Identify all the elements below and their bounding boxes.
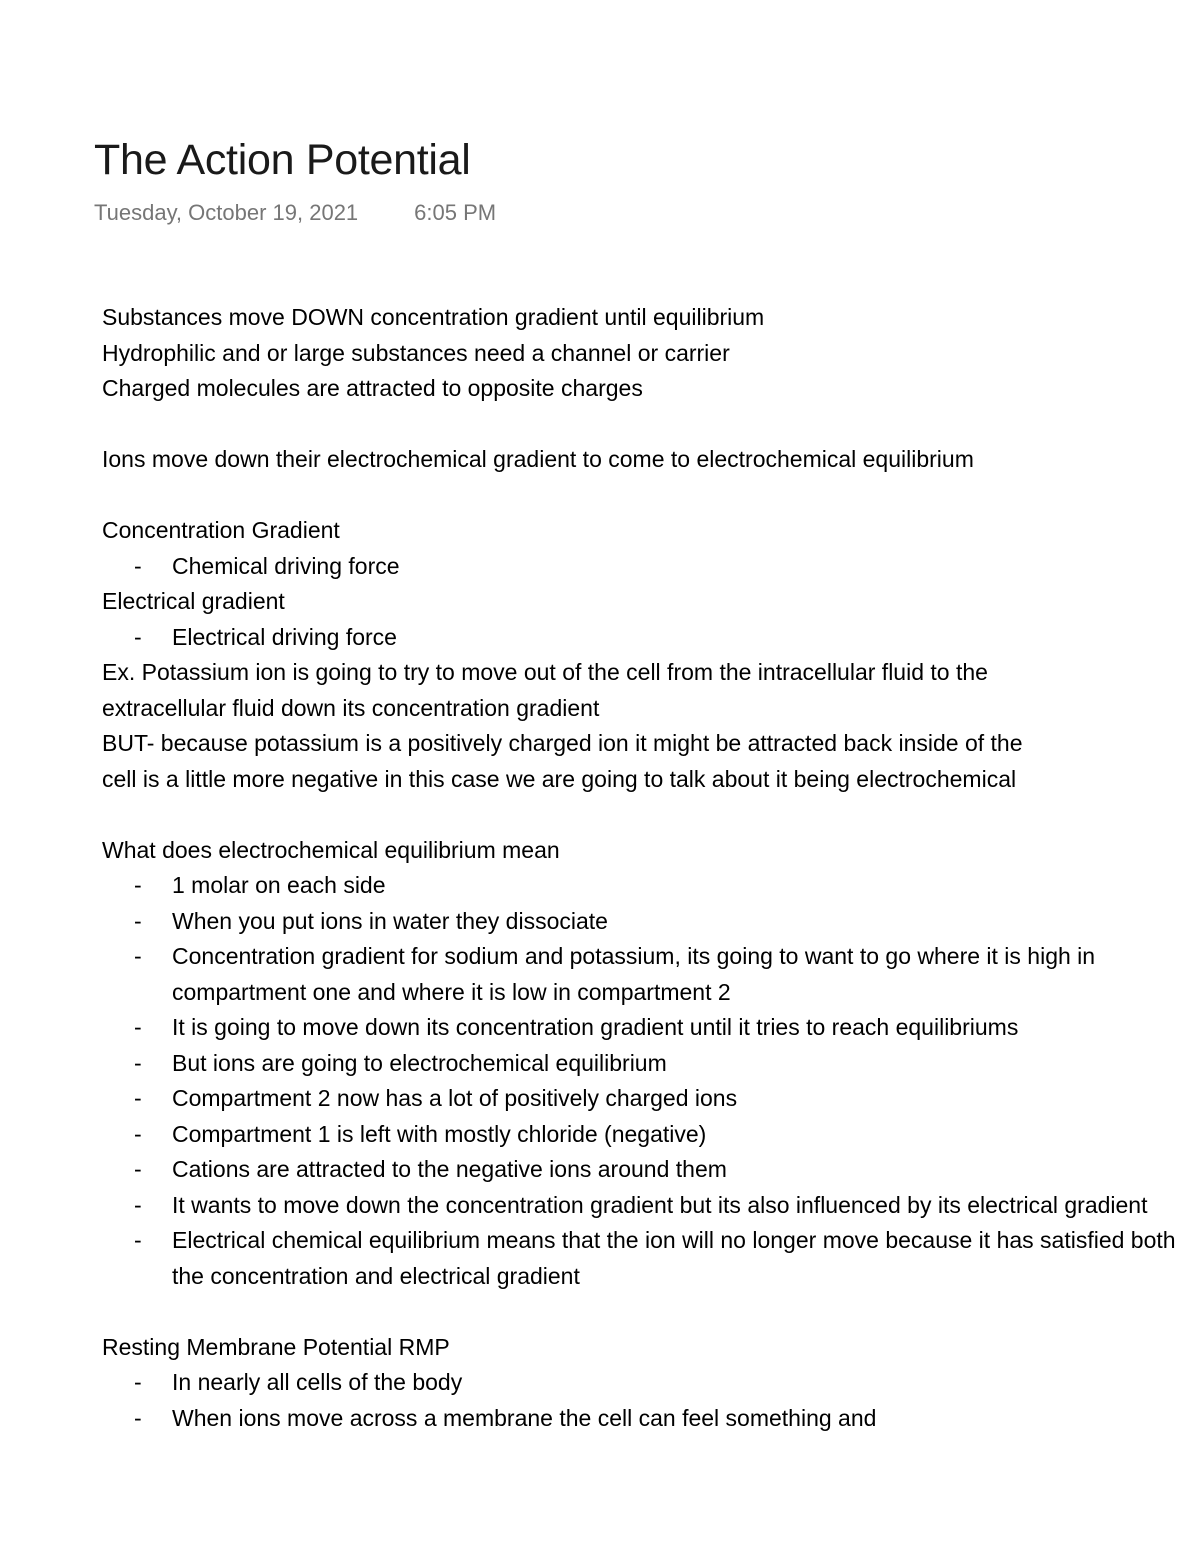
section-heading: Concentration Gradient <box>102 517 340 543</box>
bullet-dash: - <box>134 1014 142 1040</box>
list-item: - Compartment 2 now has a lot of positively charged ions <box>102 1081 1182 1117</box>
list-item-clipped: - When ions move across a membrane the cell can feel something and <box>102 1401 1182 1417</box>
list-item: - It is going to move down its concentration gradient until it tries to reach equilibriums <box>102 1010 1182 1046</box>
list-item: - Concentration gradient for sodium and potassium, its going to want to go where it is high in compartment one and where it is low in compartment 2 <box>102 939 1182 1010</box>
note-body <box>102 300 1182 1435</box>
section-heading: Electrical gradient <box>102 588 285 614</box>
bullet-dash: - <box>134 1369 142 1395</box>
bullet-dash: - <box>134 943 142 969</box>
text-line: Ions move down their electrochemical gradient to come to electrochemical equilibrium <box>102 446 974 472</box>
text-line: Charged molecules are attracted to opposite charges <box>102 375 643 401</box>
bullet-list <box>102 620 1182 656</box>
list-item: - It wants to move down the concentration gradient but its also influenced by its electrical gradient <box>102 1188 1182 1224</box>
list-item: - Chemical driving force <box>102 549 1182 585</box>
blank-line <box>102 797 1182 833</box>
list-item: - But ions are going to electrochemical equilibrium <box>102 1046 1182 1082</box>
bullet-dash: - <box>134 1227 142 1253</box>
bullet-list <box>102 1365 1182 1431</box>
bullet-dash: - <box>134 1191 142 1218</box>
bullet-dash: - <box>134 1404 142 1431</box>
list-item: - When you put ions in water they dissociate <box>102 904 1182 940</box>
bullet-dash: - <box>134 1120 142 1147</box>
bullet-dash: - <box>134 1049 142 1076</box>
bullet-dash: - <box>134 1156 142 1182</box>
bullet-list <box>102 868 1182 1294</box>
list-item: - Compartment 1 is left with mostly chloride (negative) <box>102 1117 1182 1153</box>
text-line: Hydrophilic and or large substances need a channel or carrier <box>102 339 730 366</box>
note-timestamp <box>94 198 496 228</box>
section-heading: What does electrochemical equilibrium mean <box>102 836 560 863</box>
text-line: Substances move DOWN concentration gradient until equilibrium <box>102 304 765 330</box>
list-item: - 1 molar on each side <box>102 868 1182 904</box>
bullet-dash: - <box>134 1085 142 1111</box>
list-item: - In nearly all cells of the body <box>102 1365 1182 1401</box>
text-line: Ex. Potassium ion is going to try to move out of the cell from the intracellular fluid to the <box>102 659 988 685</box>
section-heading: Resting Membrane Potential RMP <box>102 1333 450 1360</box>
list-item: - Electrical driving force <box>102 620 1182 656</box>
list-item: - Cations are attracted to the negative ions around them <box>102 1152 1182 1188</box>
bullet-dash: - <box>134 552 142 579</box>
bullet-dash: - <box>134 907 142 934</box>
text-line: BUT- because potassium is a positively charged ion it might be attracted back inside of the <box>102 730 1023 756</box>
list-item: - Electrical chemical equilibrium means that the ion will no longer move because it has satisfied both the concentration and electrical gradient <box>102 1223 1182 1294</box>
text-line: cell is a little more negative in this case we are going to talk about it being electrochemical <box>102 765 1017 792</box>
page-title: The Action Potential <box>94 136 471 184</box>
blank-line <box>102 478 1182 514</box>
blank-line <box>102 407 1182 443</box>
bullet-dash: - <box>134 623 142 650</box>
blank-line <box>102 1294 1182 1330</box>
note-date: Tuesday, October 19, 2021 <box>94 200 359 225</box>
note-time: 6:05 PM <box>414 200 497 225</box>
bullet-dash: - <box>134 872 142 898</box>
text-line: extracellular fluid down its concentration gradient <box>102 694 600 721</box>
bullet-list <box>102 549 1182 585</box>
